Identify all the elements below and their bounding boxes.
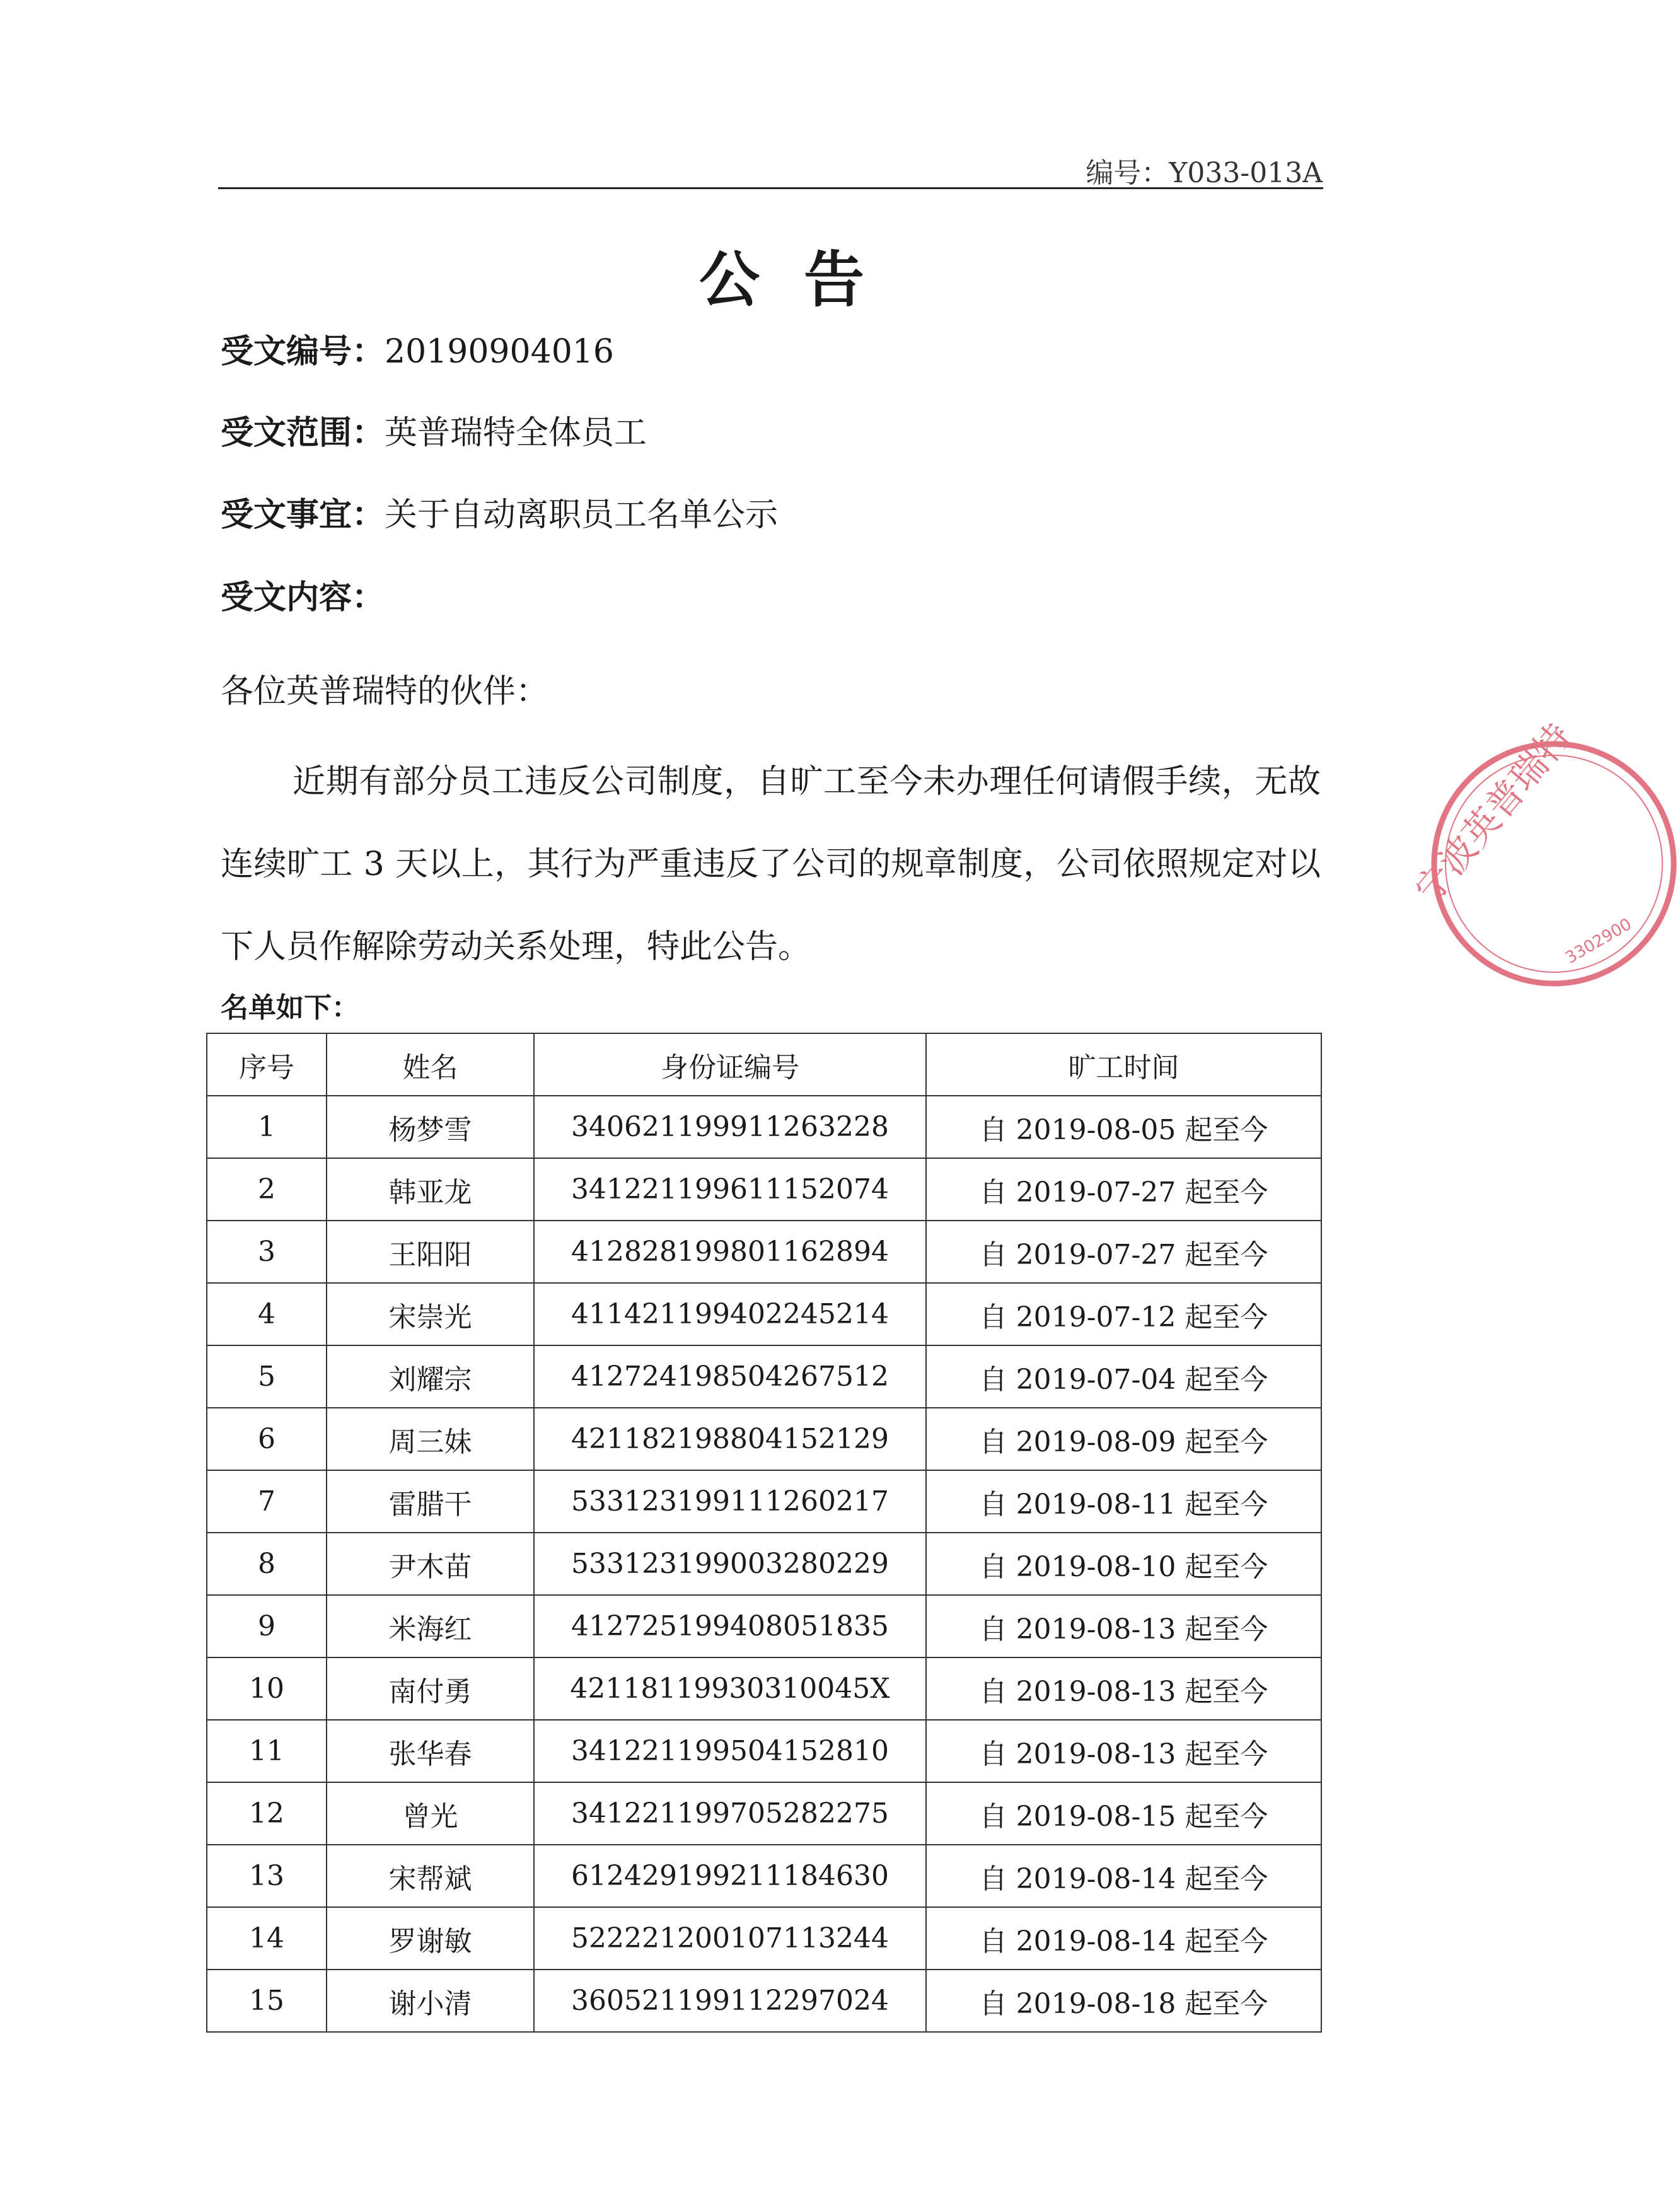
cell-index: 6: [207, 1408, 327, 1470]
cell-index: 15: [207, 1970, 327, 2032]
cell-index: 3: [207, 1221, 327, 1283]
field-label: 受文编号：: [221, 333, 385, 371]
cell-name: 雷腊干: [327, 1470, 534, 1533]
cell-id-number: 412725199408051835: [534, 1595, 926, 1657]
cell-name: 谢小清: [327, 1970, 534, 2032]
cell-id-number: 340621199911263228: [534, 1096, 926, 1158]
table-row: [207, 1907, 1321, 1970]
column-header-index: 序号: [207, 1033, 327, 1096]
cell-id-number: 360521199112297024: [534, 1970, 926, 2032]
cell-name: 刘耀宗: [327, 1345, 534, 1408]
employee-table: [206, 1033, 1322, 2033]
cell-absence-time: 自 2019-08-18 起至今: [926, 1970, 1321, 2032]
cell-absence-time: 自 2019-08-10 起至今: [926, 1533, 1321, 1595]
cell-name: 尹木苗: [327, 1533, 534, 1595]
page-title: 公告: [699, 245, 908, 315]
cell-index: 1: [207, 1096, 327, 1158]
field-subject: [221, 496, 779, 534]
column-header-absence-time: 旷工时间: [926, 1033, 1321, 1096]
cell-absence-time: 自 2019-07-27 起至今: [926, 1221, 1321, 1283]
cell-absence-time: 自 2019-08-15 起至今: [926, 1782, 1321, 1845]
seal-number: 3302900: [1562, 915, 1635, 968]
cell-index: 4: [207, 1283, 327, 1345]
table-row: [207, 1533, 1321, 1595]
table-row: [207, 1283, 1321, 1345]
cell-index: 13: [207, 1845, 327, 1907]
table-row: [207, 1096, 1321, 1158]
cell-id-number: 412828199801162894: [534, 1221, 926, 1283]
field-value: 20190904016: [385, 333, 614, 371]
table-row: [207, 1408, 1321, 1470]
table-row: [207, 1782, 1321, 1845]
cell-absence-time: 自 2019-07-04 起至今: [926, 1345, 1321, 1408]
cell-index: 7: [207, 1470, 327, 1533]
company-seal: [1406, 715, 1680, 990]
document-number: 编号：Y033-013A: [1086, 157, 1323, 189]
body-paragraph: 近期有部分员工违反公司制度，自旷工至今未办理任何请假手续，无故连续旷工 3 天以上，其行为严重违反了公司的规章制度，公司依照规定对以下人员作解除劳动关系处理，特此公告。: [221, 763, 1321, 966]
table-row: [207, 1221, 1321, 1283]
cell-name: 周三妹: [327, 1408, 534, 1470]
cell-id-number: 411421199402245214: [534, 1283, 926, 1345]
cell-absence-time: 自 2019-07-27 起至今: [926, 1158, 1321, 1221]
greeting: 各位英普瑞特的伙伴：: [221, 673, 549, 711]
cell-absence-time: 自 2019-08-05 起至今: [926, 1096, 1321, 1158]
column-header-name: 姓名: [327, 1033, 534, 1096]
cell-absence-time: 自 2019-08-13 起至今: [926, 1657, 1321, 1720]
cell-name: 王阳阳: [327, 1221, 534, 1283]
cell-name: 宋崇光: [327, 1283, 534, 1345]
table-row: [207, 1158, 1321, 1221]
cell-index: 10: [207, 1657, 327, 1720]
cell-index: 5: [207, 1345, 327, 1408]
field-value: 英普瑞特全体员工: [385, 414, 647, 452]
field-label: 受文内容：: [221, 579, 385, 617]
cell-index: 12: [207, 1782, 327, 1845]
cell-absence-time: 自 2019-08-09 起至今: [926, 1408, 1321, 1470]
table-row: [207, 1470, 1321, 1533]
list-heading: 名单如下：: [221, 992, 359, 1024]
cell-id-number: 341221199705282275: [534, 1782, 926, 1845]
field-doc-number: [221, 333, 614, 371]
field-content: [221, 579, 385, 617]
header-divider: [218, 187, 1323, 189]
seal-text: 宁波英普瑞特: [1406, 715, 1581, 911]
cell-id-number: 341221199611152074: [534, 1158, 926, 1221]
cell-id-number: 612429199211184630: [534, 1845, 926, 1907]
table-header-row: [207, 1033, 1321, 1096]
cell-id-number: 341221199504152810: [534, 1720, 926, 1782]
table-row: [207, 1845, 1321, 1907]
field-label: 受文事宜：: [221, 496, 385, 534]
cell-name: 南付勇: [327, 1657, 534, 1720]
cell-index: 8: [207, 1533, 327, 1595]
cell-name: 韩亚龙: [327, 1158, 534, 1221]
field-value: 关于自动离职员工名单公示: [385, 496, 779, 534]
cell-id-number: 533123199003280229: [534, 1533, 926, 1595]
cell-index: 11: [207, 1720, 327, 1782]
seal-mark: [1406, 715, 1674, 984]
table-body: [207, 1096, 1321, 2032]
table-row: [207, 1595, 1321, 1657]
table-row: [207, 1657, 1321, 1720]
cell-index: 2: [207, 1158, 327, 1221]
cell-id-number: 522221200107113244: [534, 1907, 926, 1970]
cell-absence-time: 自 2019-08-13 起至今: [926, 1595, 1321, 1657]
cell-id-number: 533123199111260217: [534, 1470, 926, 1533]
cell-absence-time: 自 2019-08-14 起至今: [926, 1845, 1321, 1907]
cell-absence-time: 自 2019-07-12 起至今: [926, 1283, 1321, 1345]
column-header-id-number: 身份证编号: [534, 1033, 926, 1096]
field-scope: [221, 414, 647, 452]
cell-name: 杨梦雪: [327, 1096, 534, 1158]
cell-absence-time: 自 2019-08-13 起至今: [926, 1720, 1321, 1782]
cell-absence-time: 自 2019-08-14 起至今: [926, 1907, 1321, 1970]
table-row: [207, 1720, 1321, 1782]
cell-index: 14: [207, 1907, 327, 1970]
cell-id-number: 412724198504267512: [534, 1345, 926, 1408]
cell-id-number: 42118119930310045X: [534, 1657, 926, 1720]
cell-name: 宋帮斌: [327, 1845, 534, 1907]
cell-index: 9: [207, 1595, 327, 1657]
cell-absence-time: 自 2019-08-11 起至今: [926, 1470, 1321, 1533]
cell-name: 罗谢敏: [327, 1907, 534, 1970]
cell-name: 张华春: [327, 1720, 534, 1782]
table-row: [207, 1345, 1321, 1408]
cell-name: 米海红: [327, 1595, 534, 1657]
table-row: [207, 1970, 1321, 2032]
field-label: 受文范围：: [221, 414, 385, 452]
cell-name: 曾光: [327, 1782, 534, 1845]
cell-id-number: 421182198804152129: [534, 1408, 926, 1470]
